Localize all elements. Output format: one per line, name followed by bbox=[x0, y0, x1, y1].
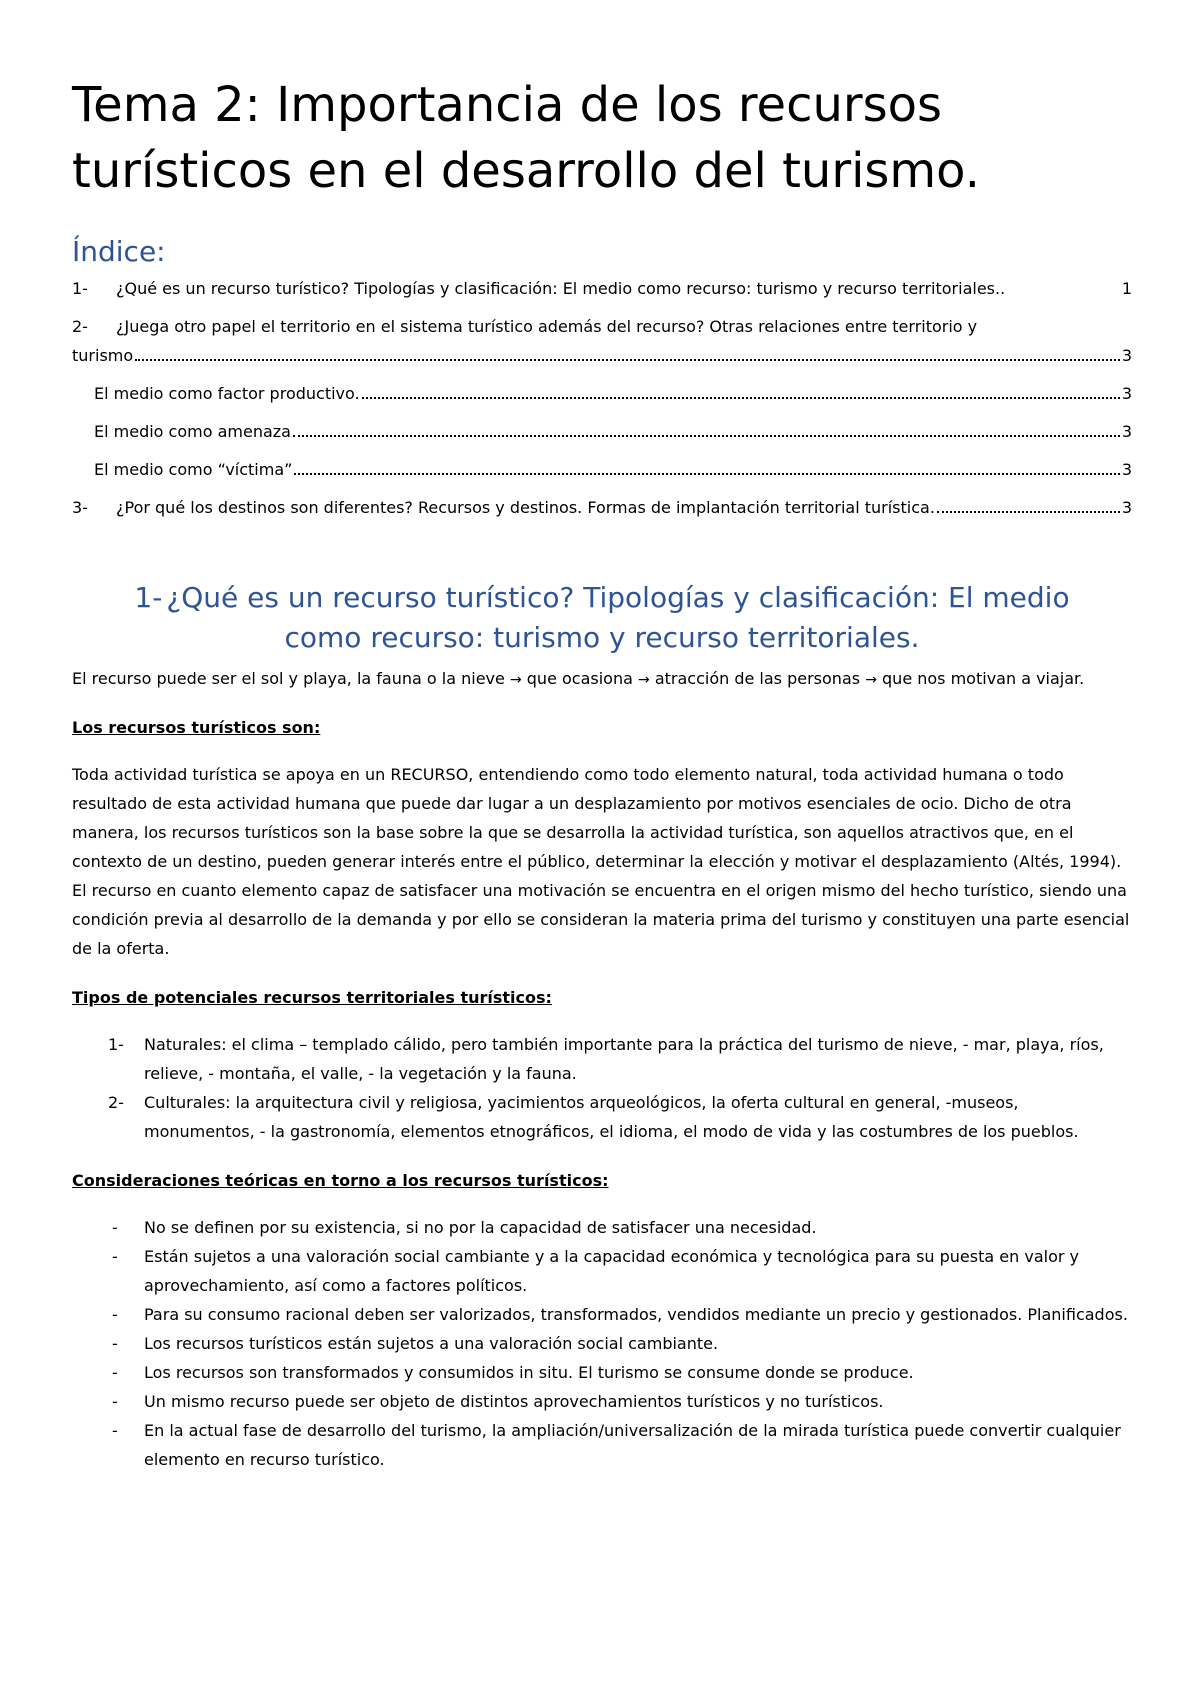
toc-leader bbox=[135, 359, 1120, 361]
toc-entry-3[interactable] bbox=[72, 493, 1132, 522]
toc-entry-text: El medio como amenaza bbox=[94, 422, 291, 441]
list-item bbox=[72, 1242, 1132, 1300]
toc-leader bbox=[937, 511, 1120, 513]
dash-bullet: - bbox=[112, 1392, 118, 1411]
list-item-text: Culturales: la arquitectura civil y religiosa, yacimientos arqueológicos, la oferta cultural en general, -museos, monumentos, - la gastronomía, elementos etnográficos, el idioma, el modo de vida y las costumbres de los pueblos. bbox=[144, 1093, 1079, 1141]
list-item bbox=[72, 1030, 1132, 1088]
list-item-number: 2- bbox=[108, 1093, 124, 1112]
toc-entry-2c[interactable] bbox=[72, 455, 1132, 484]
list-item bbox=[72, 1088, 1132, 1146]
intro-text: que nos motivan a viajar. bbox=[882, 669, 1085, 688]
toc-heading: Índice: bbox=[72, 235, 166, 268]
toc-leader bbox=[293, 435, 1120, 437]
toc-entry-2b[interactable] bbox=[72, 417, 1132, 446]
tipos-list bbox=[72, 1030, 1132, 1146]
toc-entry-2[interactable] bbox=[72, 312, 1132, 370]
toc-entry-text: ¿Juega otro papel el territorio en el sistema turístico además del recurso? Otras relaciones entre territorio y bbox=[116, 317, 978, 336]
list-item-text: Naturales: el clima – templado cálido, pero también importante para la práctica del turismo de nieve, - mar, playa, ríos, relieve, - montaña, el valle, - la vegetación y la fauna. bbox=[144, 1035, 1104, 1083]
toc-entry-page: 3 bbox=[1121, 422, 1132, 441]
document-title: Tema 2: Importancia de los recursos turísticos en el desarrollo del turismo. bbox=[72, 77, 980, 199]
dash-bullet: - bbox=[112, 1363, 118, 1382]
list-item-text: Los recursos turísticos están sujetos a una valoración social cambiante. bbox=[144, 1334, 719, 1353]
toc-entry-page: 3 bbox=[1121, 346, 1132, 365]
toc-entry-page: 3 bbox=[1121, 498, 1132, 517]
toc-entry-number: 1- bbox=[72, 279, 88, 298]
list-item-text: Un mismo recurso puede ser objeto de distintos aprovechamientos turísticos y no turísticos. bbox=[144, 1392, 884, 1411]
section-1-number: 1- bbox=[134, 581, 163, 614]
dash-bullet: - bbox=[112, 1218, 118, 1237]
consideraciones-subheading: Consideraciones teóricas en torno a los recursos turísticos: bbox=[72, 1171, 609, 1190]
toc-leader bbox=[362, 397, 1120, 399]
toc-entry-1[interactable] bbox=[72, 274, 1132, 303]
toc-entry-text-continued: turismo bbox=[72, 346, 134, 365]
toc-entry-page: 3 bbox=[1121, 460, 1132, 479]
toc-entry-text: El medio como “víctima” bbox=[94, 460, 293, 479]
list-item bbox=[72, 1213, 1132, 1242]
list-item bbox=[72, 1300, 1132, 1329]
list-item bbox=[72, 1329, 1132, 1358]
list-item bbox=[72, 1358, 1132, 1387]
arrow-right-icon: → bbox=[865, 672, 877, 688]
recursos-paragraph: Toda actividad turística se apoya en un RECURSO, entendiendo como todo elemento natural, toda actividad humana o todo resultado de esta actividad humana que puede dar lugar a un desplazamiento por motivos esenciales de ocio. Dicho de otra manera, los recursos turísticos son la base sobre la que se desarrolla la actividad turística, son aquellos atractivos que, en el contexto de un destino, pueden generar interés entre el público, determinar la elección y motivar el desplazamiento (Altés, 1994). El recurso en cuanto elemento capaz de satisfacer una motivación se encuentra en el origen mismo del hecho turístico, siendo una condición previa al desarrollo de la demanda y por ello se consideran la materia prima del turismo y constituyen una parte esencial de la oferta. bbox=[72, 765, 1130, 958]
intro-paragraph bbox=[72, 664, 1132, 695]
section-1-heading bbox=[72, 578, 1132, 658]
toc-leader bbox=[294, 473, 1119, 475]
toc-entry-2a[interactable] bbox=[72, 379, 1132, 408]
toc-entry-page: 1 bbox=[1121, 279, 1132, 298]
list-item-text: Para su consumo racional deben ser valorizados, transformados, vendidos mediante un precio y gestionados. Planificados. bbox=[144, 1305, 1128, 1324]
intro-text: El recurso puede ser el sol y playa, la fauna o la nieve bbox=[72, 669, 505, 688]
list-item bbox=[72, 1387, 1132, 1416]
list-item-text: No se definen por su existencia, si no por la capacidad de satisfacer una necesidad. bbox=[144, 1218, 817, 1237]
list-item-text: Están sujetos a una valoración social cambiante y a la capacidad económica y tecnológica para su puesta en valor y aprovechamiento, así como a factores políticos. bbox=[144, 1247, 1079, 1295]
list-item bbox=[72, 1416, 1132, 1474]
section-1-title: ¿Qué es un recurso turístico? Tipologías y clasificación: El medio como recurso: turismo y recurso territoriales. bbox=[166, 581, 1070, 654]
document-page bbox=[72, 72, 1132, 1494]
list-item-number: 1- bbox=[108, 1035, 124, 1054]
toc-entry-number: 2- bbox=[72, 317, 88, 336]
toc-entry-text: ¿Qué es un recurso turístico? Tipologías y clasificación: El medio como recurso: turismo y recurso territoriales.. bbox=[116, 279, 1006, 298]
toc-entry-text: ¿Por qué los destinos son diferentes? Recursos y destinos. Formas de implantación territorial turística. bbox=[116, 498, 935, 517]
toc-entry-text: El medio como factor productivo. bbox=[94, 384, 360, 403]
dash-bullet: - bbox=[112, 1305, 118, 1324]
intro-text: atracción de las personas bbox=[654, 669, 861, 688]
dash-bullet: - bbox=[112, 1421, 118, 1440]
list-item-text: En la actual fase de desarrollo del turismo, la ampliación/universalización de la mirada turística puede convertir cualquier elemento en recurso turístico. bbox=[144, 1421, 1121, 1469]
arrow-right-icon: → bbox=[509, 672, 522, 688]
table-of-contents bbox=[72, 274, 1132, 522]
toc-entry-number: 3- bbox=[72, 498, 88, 517]
list-item-text: Los recursos son transformados y consumidos in situ. El turismo se consume donde se produce. bbox=[144, 1363, 914, 1382]
dash-bullet: - bbox=[112, 1247, 118, 1266]
dash-bullet: - bbox=[112, 1334, 118, 1353]
consideraciones-list bbox=[72, 1213, 1132, 1474]
toc-entry-page: 3 bbox=[1121, 384, 1132, 403]
arrow-right-icon: → bbox=[638, 672, 650, 688]
tipos-subheading: Tipos de potenciales recursos territoriales turísticos: bbox=[72, 988, 552, 1007]
intro-text: que ocasiona bbox=[526, 669, 633, 688]
recursos-subheading: Los recursos turísticos son: bbox=[72, 718, 321, 737]
